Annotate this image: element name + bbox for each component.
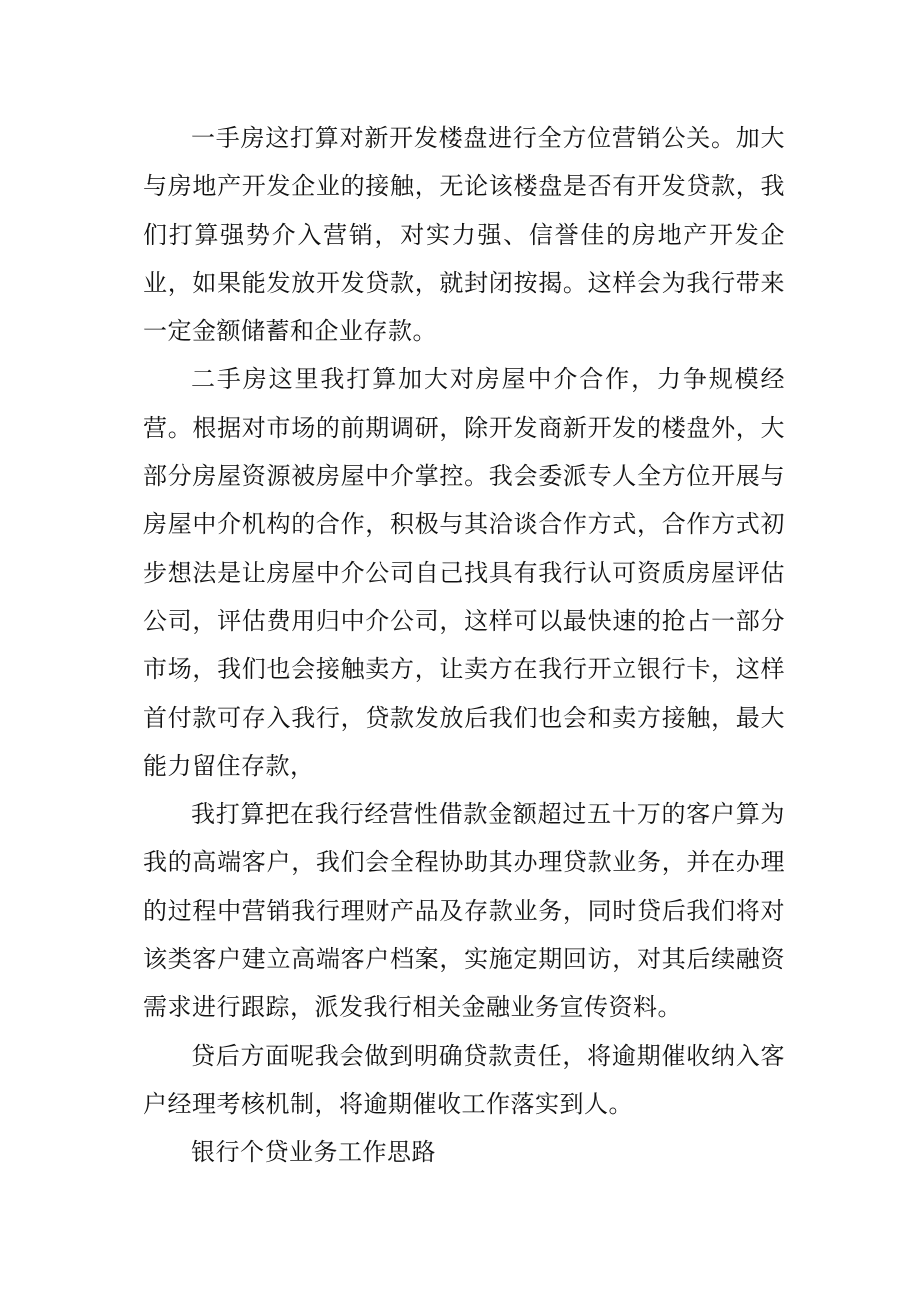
section-heading: 银行个贷业务工作思路 — [191, 1138, 436, 1167]
document-body — [143, 114, 785, 1177]
paragraph-post-loan: 贷后方面呢我会做到明确贷款责任，将逾期催收纳入客户经理考核机制，将逾期催收工作落实到人。 — [143, 1041, 785, 1118]
paragraph-first-hand-housing: 一手房这打算对新开发楼盘进行全方位营销公关。加大与房地产开发企业的接触，无论该楼盘是否有开发贷款，我们打算强势介入营销，对实力强、信誉佳的房地产开发企业，如果能发放开发贷款，就封闭按揭。这样会为我行带来一定金额储蓄和企业存款。 — [143, 124, 785, 346]
paragraph-second-hand-housing: 二手房这里我打算加大对房屋中介合作，力争规模经营。根据对市场的前期调研，除开发商新开发的楼盘外，大部分房屋资源被房屋中介掌控。我会委派专人全方位开展与房屋中介机构的合作，积极与其洽谈合作方式，合作方式初步想法是让房屋中介公司自己找具有我行认可资质房屋评估公司，评估费用归中介公司，这样可以最快速的抢占一部分市场，我们也会接触卖方，让卖方在我行开立银行卡，这样首付款可存入我行，贷款发放后我们也会和卖方接触，最大能力留住存款， — [143, 365, 785, 780]
paragraph-high-end-clients: 我打算把在我行经营性借款金额超过五十万的客户算为我的高端客户，我们会全程协助其办理贷款业务，并在办理的过程中营销我行理财产品及存款业务，同时贷后我们将对该类客户建立高端客户档案，实施定期回访，对其后续融资需求进行跟踪，派发我行相关金融业务宣传资料。 — [143, 800, 785, 1022]
